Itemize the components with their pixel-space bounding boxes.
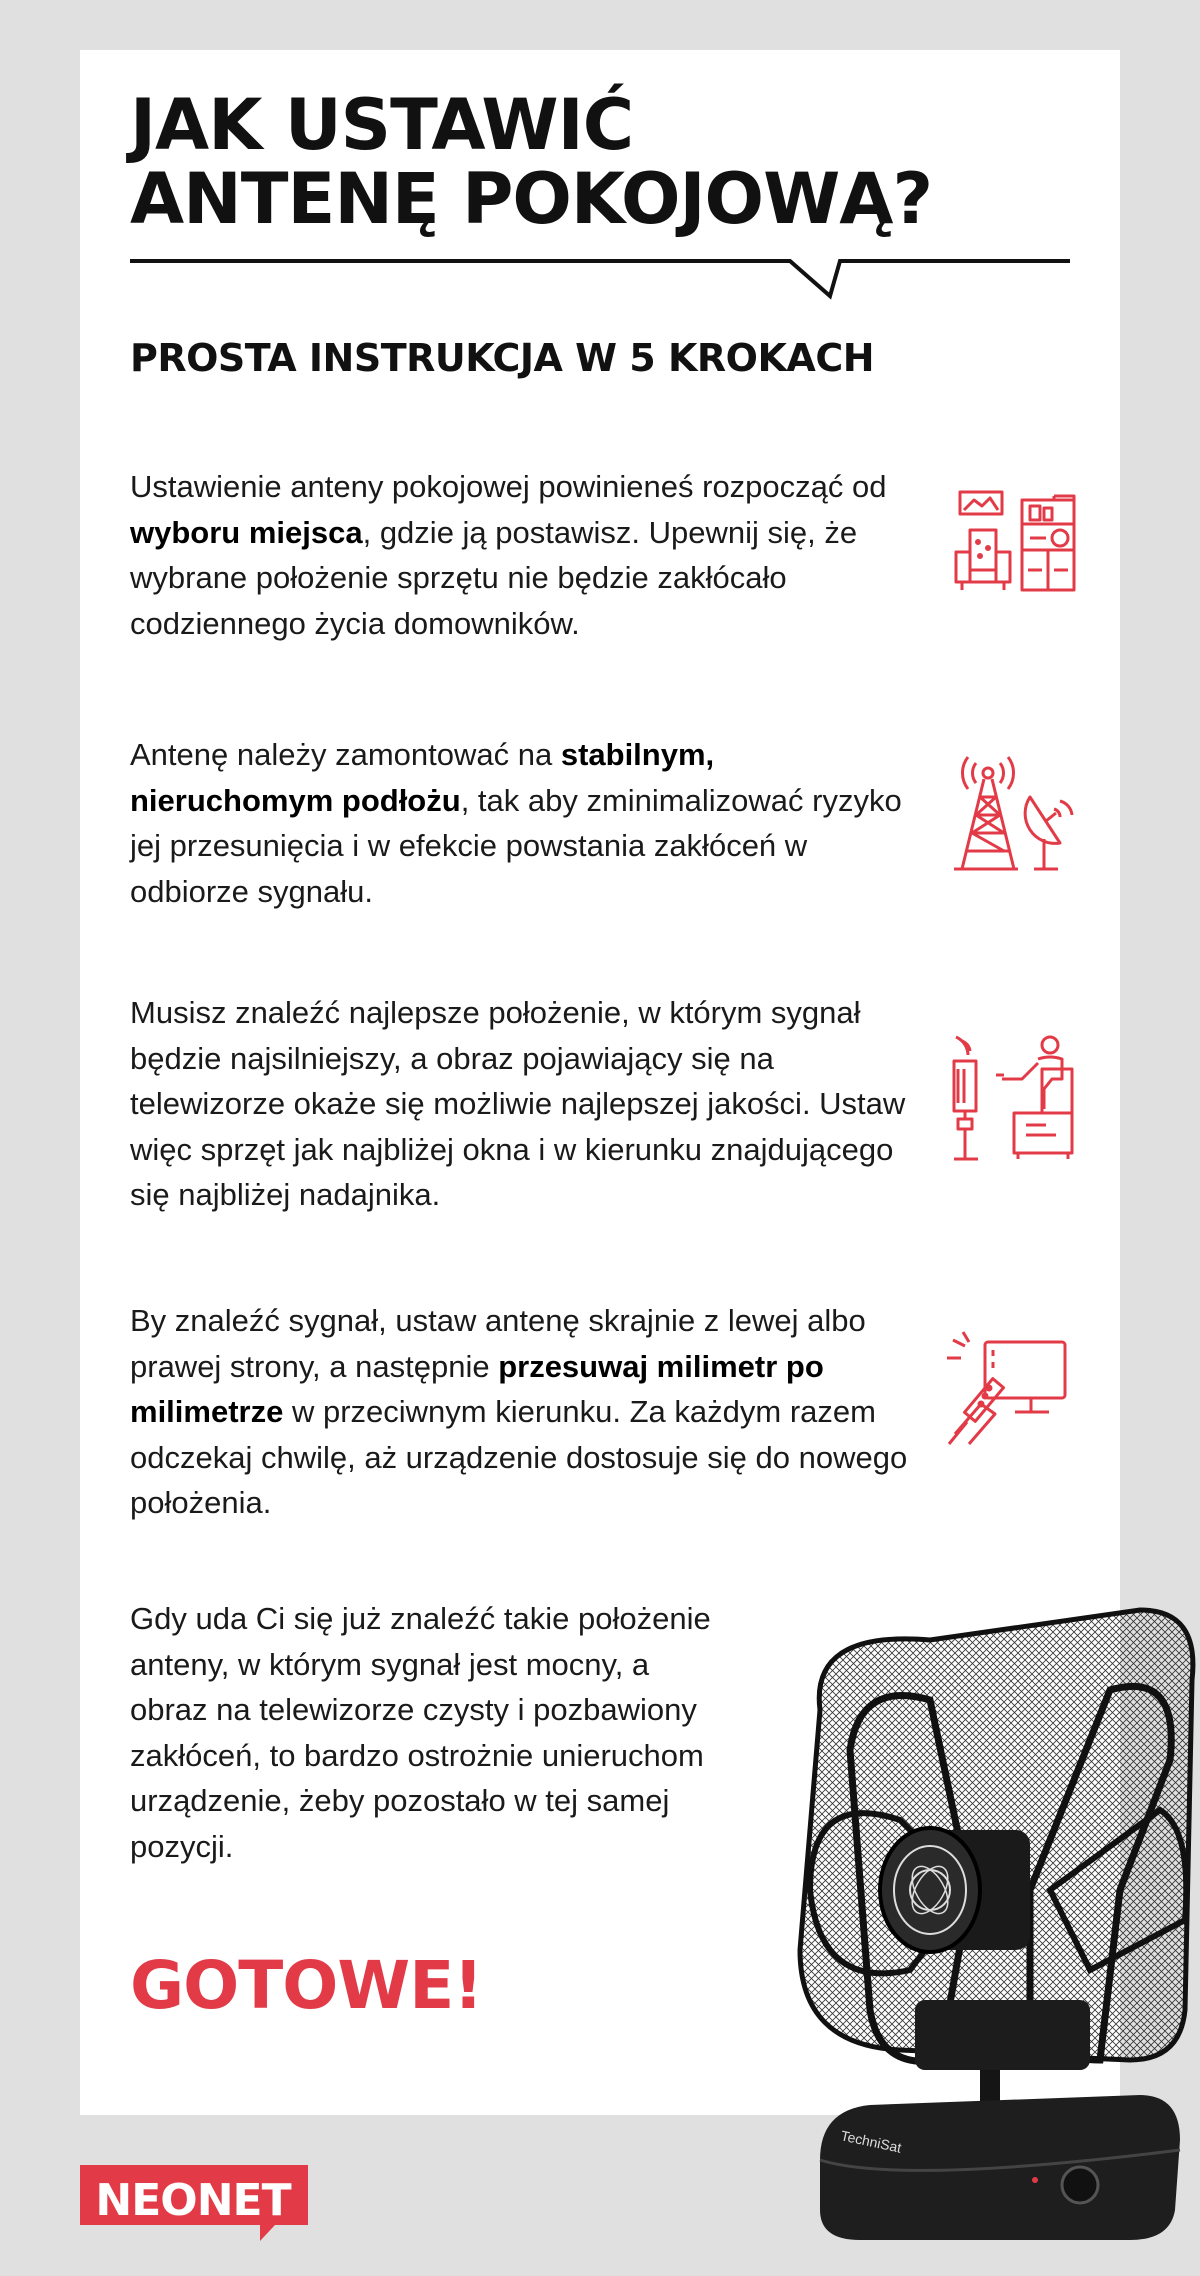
page-title xyxy=(130,84,933,240)
step-3-text-part: Musisz znaleźć najlepsze położenie, w którym sygnał będzie najsilniejszy, a obraz pojawiający się na telewizorze okaże się możliwie najlepszej jakości. Ustaw więc sprzęt jak najbliżej okna i w kierunku znajdującego się najbliżej nadajnika. xyxy=(130,995,906,1212)
title-line-2: ANTENĘ POKOJOWĄ? xyxy=(130,158,933,240)
neonet-logo-text: NEONET xyxy=(95,2174,291,2226)
step-1-text-part: Ustawienie anteny pokojowej powinieneś rozpocząć od xyxy=(130,469,887,504)
step-2-text xyxy=(130,732,910,914)
step-5-text xyxy=(130,1596,730,1869)
person-watching-tv-icon xyxy=(950,1035,1078,1163)
step-4-text xyxy=(130,1298,910,1526)
speech-bubble-rule xyxy=(130,256,1070,306)
done-heading: GOTOWE! xyxy=(130,1947,483,2024)
title-line-1: JAK USTAWIĆ xyxy=(130,84,634,166)
signal-tower-dish-icon xyxy=(950,755,1078,873)
step-4-highlight: przesuwaj milimetr po milimetrze xyxy=(130,1348,824,1429)
page-subtitle: PROSTA INSTRUKCJA W 5 KROKACH xyxy=(130,336,875,380)
remote-control-tv-icon xyxy=(945,1330,1075,1448)
svg-text:TechniSat: TechniSat xyxy=(839,2127,903,2156)
step-4-text-part: w przeciwnym kierunku. Za każdym razem odczekaj chwilę, aż urządzenie dostosuje się do nowego położenia. xyxy=(130,1394,908,1520)
step-1-highlight: wyboru miejsca xyxy=(130,514,363,550)
living-room-icon xyxy=(950,490,1078,602)
step-2-highlight: stabilnym, nieruchomym podłożu xyxy=(130,737,715,818)
step-2-text-part: , tak aby zminimalizować ryzyko jej przesunięcia i w efekcie powstania zakłóceń w odbiorze sygnału. xyxy=(130,782,902,909)
antenna-product-image xyxy=(780,1590,1200,2250)
step-5-text-part: Gdy uda Ci się już znaleźć takie położenie anteny, w którym sygnał jest mocny, a obraz na telewizorze czysty i pozbawiony zakłóceń, to bardzo ostrożnie unieruchom urządzenie, żeby pozostało w tej samej pozycji. xyxy=(130,1601,711,1864)
step-1-text-part: , gdzie ją postawisz. Upewnij się, że wybrane położenie sprzętu nie będzie zakłócało codziennego życia domowników. xyxy=(130,514,858,641)
step-4-text-part: By znaleźć sygnał, ustaw antenę skrajnie z lewej albo prawej strony, a następnie xyxy=(130,1303,866,1384)
step-2-text-part: Antenę należy zamontować na xyxy=(130,737,561,772)
step-1-text xyxy=(130,464,910,646)
step-3-text xyxy=(130,990,910,1218)
